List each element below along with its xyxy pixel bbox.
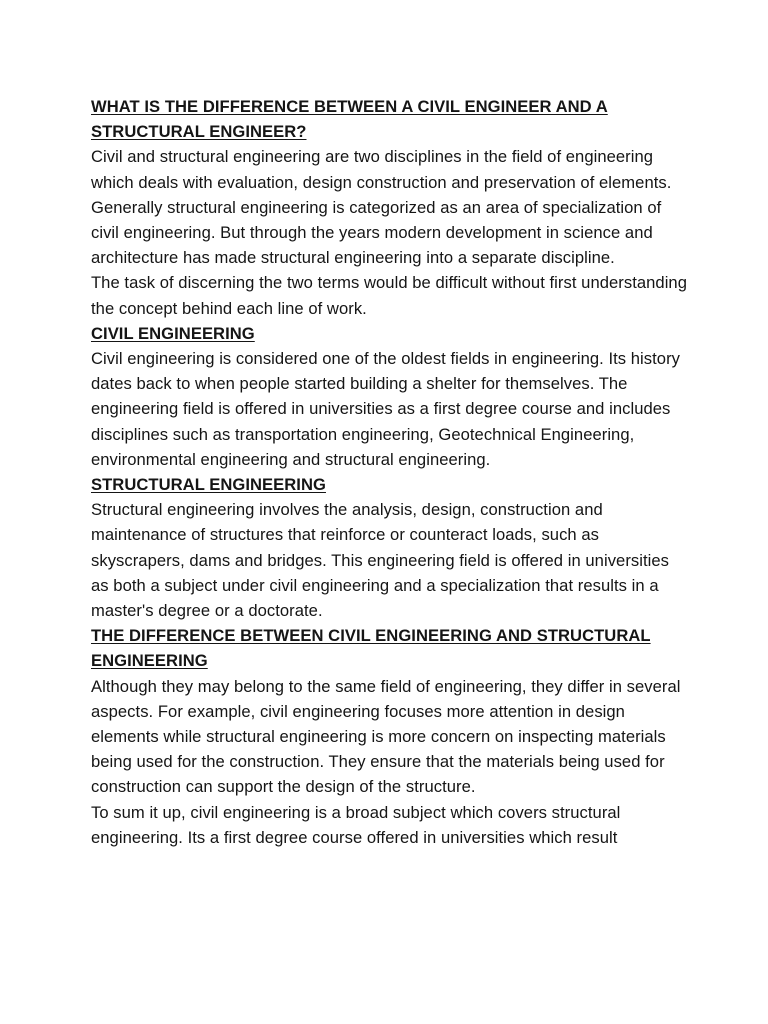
document-title: WHAT IS THE DIFFERENCE BETWEEN A CIVIL ENGINEER AND A STRUCTURAL ENGINEER? — [91, 97, 608, 142]
intro-paragraph-1: Civil and structural engineering are two disciplines in the field of engineering which deals with evaluation, design construction and preservation of elements. Generally structural engineering is categorized as an area of specialization of civil engineering. But through the years modern development in science and architecture has made structural engineering into a separate discipline. — [91, 147, 672, 268]
document-body — [91, 94, 691, 850]
structural-engineering-paragraph: Structural engineering involves the analysis, design, construction and maintenance of structures that reinforce or counteract loads, such as skyscrapers, dams and bridges. This engineering field is offered in universities as both a subject under civil engineering and a specialization that results in a master's degree or a doctorate. — [91, 500, 670, 621]
civil-engineering-heading: CIVIL ENGINEERING — [91, 323, 255, 343]
structural-engineering-heading: STRUCTURAL ENGINEERING — [91, 475, 326, 495]
civil-engineering-paragraph: Civil engineering is considered one of the oldest fields in engineering. Its history dates back to when people started building a shelter for themselves. The engineering field is offered in universities as a first degree course and includes disciplines such as transportation engineering, Geotechnical Engineering, environmental engineering and structural engineering. — [91, 349, 681, 469]
summary-paragraph: To sum it up, civil engineering is a broad subject which covers structural engineering. Its a first degree course offered in universities which result — [91, 802, 621, 847]
difference-paragraph: Although they may belong to the same field of engineering, they differ in several aspects. For example, civil engineering focuses more attention in design elements while structural engineering is more concern on inspecting materials being used for the construction. They ensure that the materials being used for construction can support the design of the structure. — [91, 676, 681, 797]
intro-paragraph-2: The task of discerning the two terms would be difficult without first understanding the concept behind each line of work. — [91, 273, 687, 318]
difference-heading: THE DIFFERENCE BETWEEN CIVIL ENGINEERING AND STRUCTURAL ENGINEERING — [91, 626, 651, 671]
